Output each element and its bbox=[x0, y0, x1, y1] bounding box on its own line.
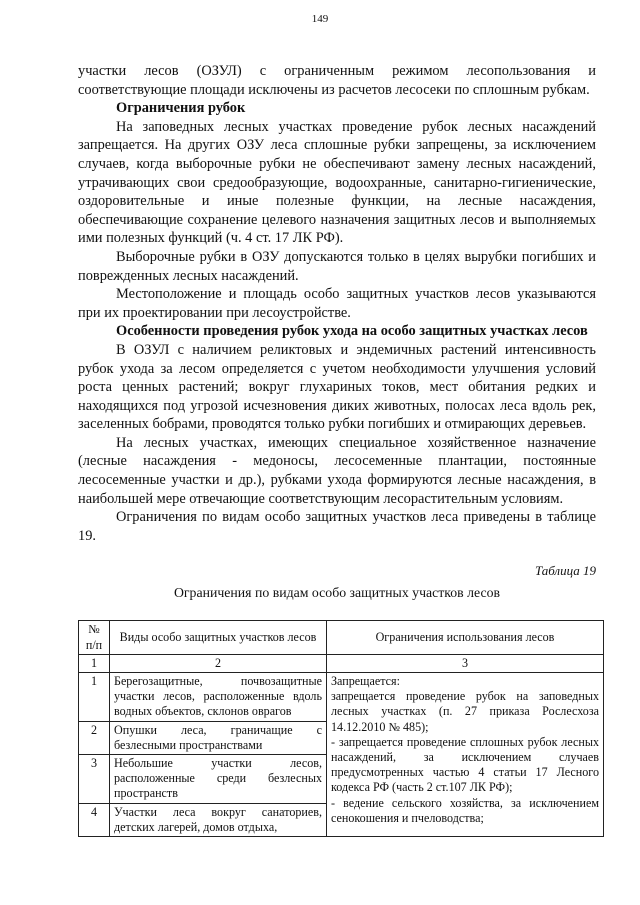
row-number: 2 bbox=[79, 721, 110, 754]
document-body bbox=[78, 62, 599, 837]
restriction-line: - запрещается проведение сплошных рубок лесных насаждений, за исключением случаев предусмотренных частью 4 статьи 17 Лесного кодекса РФ (часть 2 ст.107 ЛК РФ); bbox=[331, 734, 599, 795]
paragraph-8: Ограничения по видам особо защитных участков леса приведены в таблице 19. bbox=[78, 509, 596, 544]
paragraph-2: На заповедных лесных участках проведение рубок лесных насаждений запрещается. На других ОЗУ леса сплошные рубки запрещены, за исключением случаев, когда выборочные рубки не обеспечивают замену лесных насаждений, утрачивающих свои средообразующие, водоохранные, санитарно-гигиенические, оздоровительные и иные полезные функции, на лесные насаждения, обеспечивающие сохранение целевого назначения защитных лесов и выполняемых ими полезных функций (ч. 4 ст. 17 ЛК РФ). bbox=[78, 118, 596, 247]
paragraph-0: участки лесов (ОЗУЛ) с ограниченным режимом лесопользования и соответствующие площади исключены из расчетов лесосеки по сплошным рубкам. bbox=[78, 63, 596, 98]
row-type: Небольшие участки лесов, расположенные среди безлесных пространств bbox=[110, 755, 327, 804]
column-number-2: 2 bbox=[110, 654, 327, 672]
table-caption: Таблица 19 bbox=[534, 563, 596, 579]
column-number-1: 1 bbox=[79, 654, 110, 672]
header-number: № п/п bbox=[79, 621, 110, 654]
section-heading-thinning-features: Особенности проведения рубок ухода на особо защитных участках лесов bbox=[116, 323, 588, 340]
row-number: 3 bbox=[79, 755, 110, 804]
table-header-row bbox=[79, 621, 604, 654]
row-number: 4 bbox=[79, 803, 110, 836]
paragraph-6: В ОЗУЛ с наличием реликтовых и эндемичных растений интенсивность рубок ухода за лесом определяется с учетом необходимости улучшения условий роста ценных растений; вокруг глухариных токов, мест обитания редких и находящихся под угрозой исчезновения диких животных, полосах леса вдоль рек, заселенных бобрами, проводятся только рубки погибших и отмирающих деревьев. bbox=[78, 341, 596, 433]
table-title: Ограничения по видам особо защитных участков лесов bbox=[173, 585, 501, 601]
paragraph-4: Местоположение и площадь особо защитных участков лесов указываются при их проектировании при лесоустройстве. bbox=[78, 286, 596, 321]
restriction-line: запрещается проведение рубок на заповедных лесных участках (п. 27 приказа Рослесхоза 14.12.2010 № 485); bbox=[331, 689, 599, 734]
table-row bbox=[79, 673, 604, 722]
paragraph-3: Выборочные рубки в ОЗУ допускаются только в целях вырубки погибших и поврежденных лесных насаждений. bbox=[78, 248, 596, 284]
column-number-3: 3 bbox=[327, 654, 604, 672]
restrictions-table bbox=[78, 620, 604, 837]
page-number: 149 bbox=[311, 13, 329, 25]
header-type: Виды особо защитных участков лесов bbox=[110, 621, 327, 654]
restriction-line: Запрещается: bbox=[331, 674, 400, 689]
row-type: Берегозащитные, почвозащитные участки лесов, расположенные вдоль водных объектов, склонов оврагов bbox=[110, 673, 327, 722]
header-restrictions: Ограничения использования лесов bbox=[327, 621, 604, 654]
table-column-numbers-row bbox=[79, 654, 604, 672]
section-heading-logging-restrictions: Ограничения рубок bbox=[116, 100, 246, 117]
restrictions-cell bbox=[327, 673, 604, 837]
paragraph-7: На лесных участках, имеющих специальное хозяйственное назначение (лесные насаждения - медоносы, лесосеменные плантации, постоянные лесосеменные участки и др.), рубками ухода формируются лесные насаждения, в наибольшей мере отвечающие соответствующим лесорастительным условиям. bbox=[78, 434, 596, 507]
row-type: Участки леса вокруг санаториев, детских лагерей, домов отдыха, bbox=[110, 803, 327, 836]
row-type: Опушки леса, граничащие с безлесными пространствами bbox=[110, 721, 327, 754]
row-number: 1 bbox=[79, 673, 110, 722]
restriction-line: - ведение сельского хозяйства, за исключением сенокошения и пчеловодства; bbox=[331, 795, 599, 825]
